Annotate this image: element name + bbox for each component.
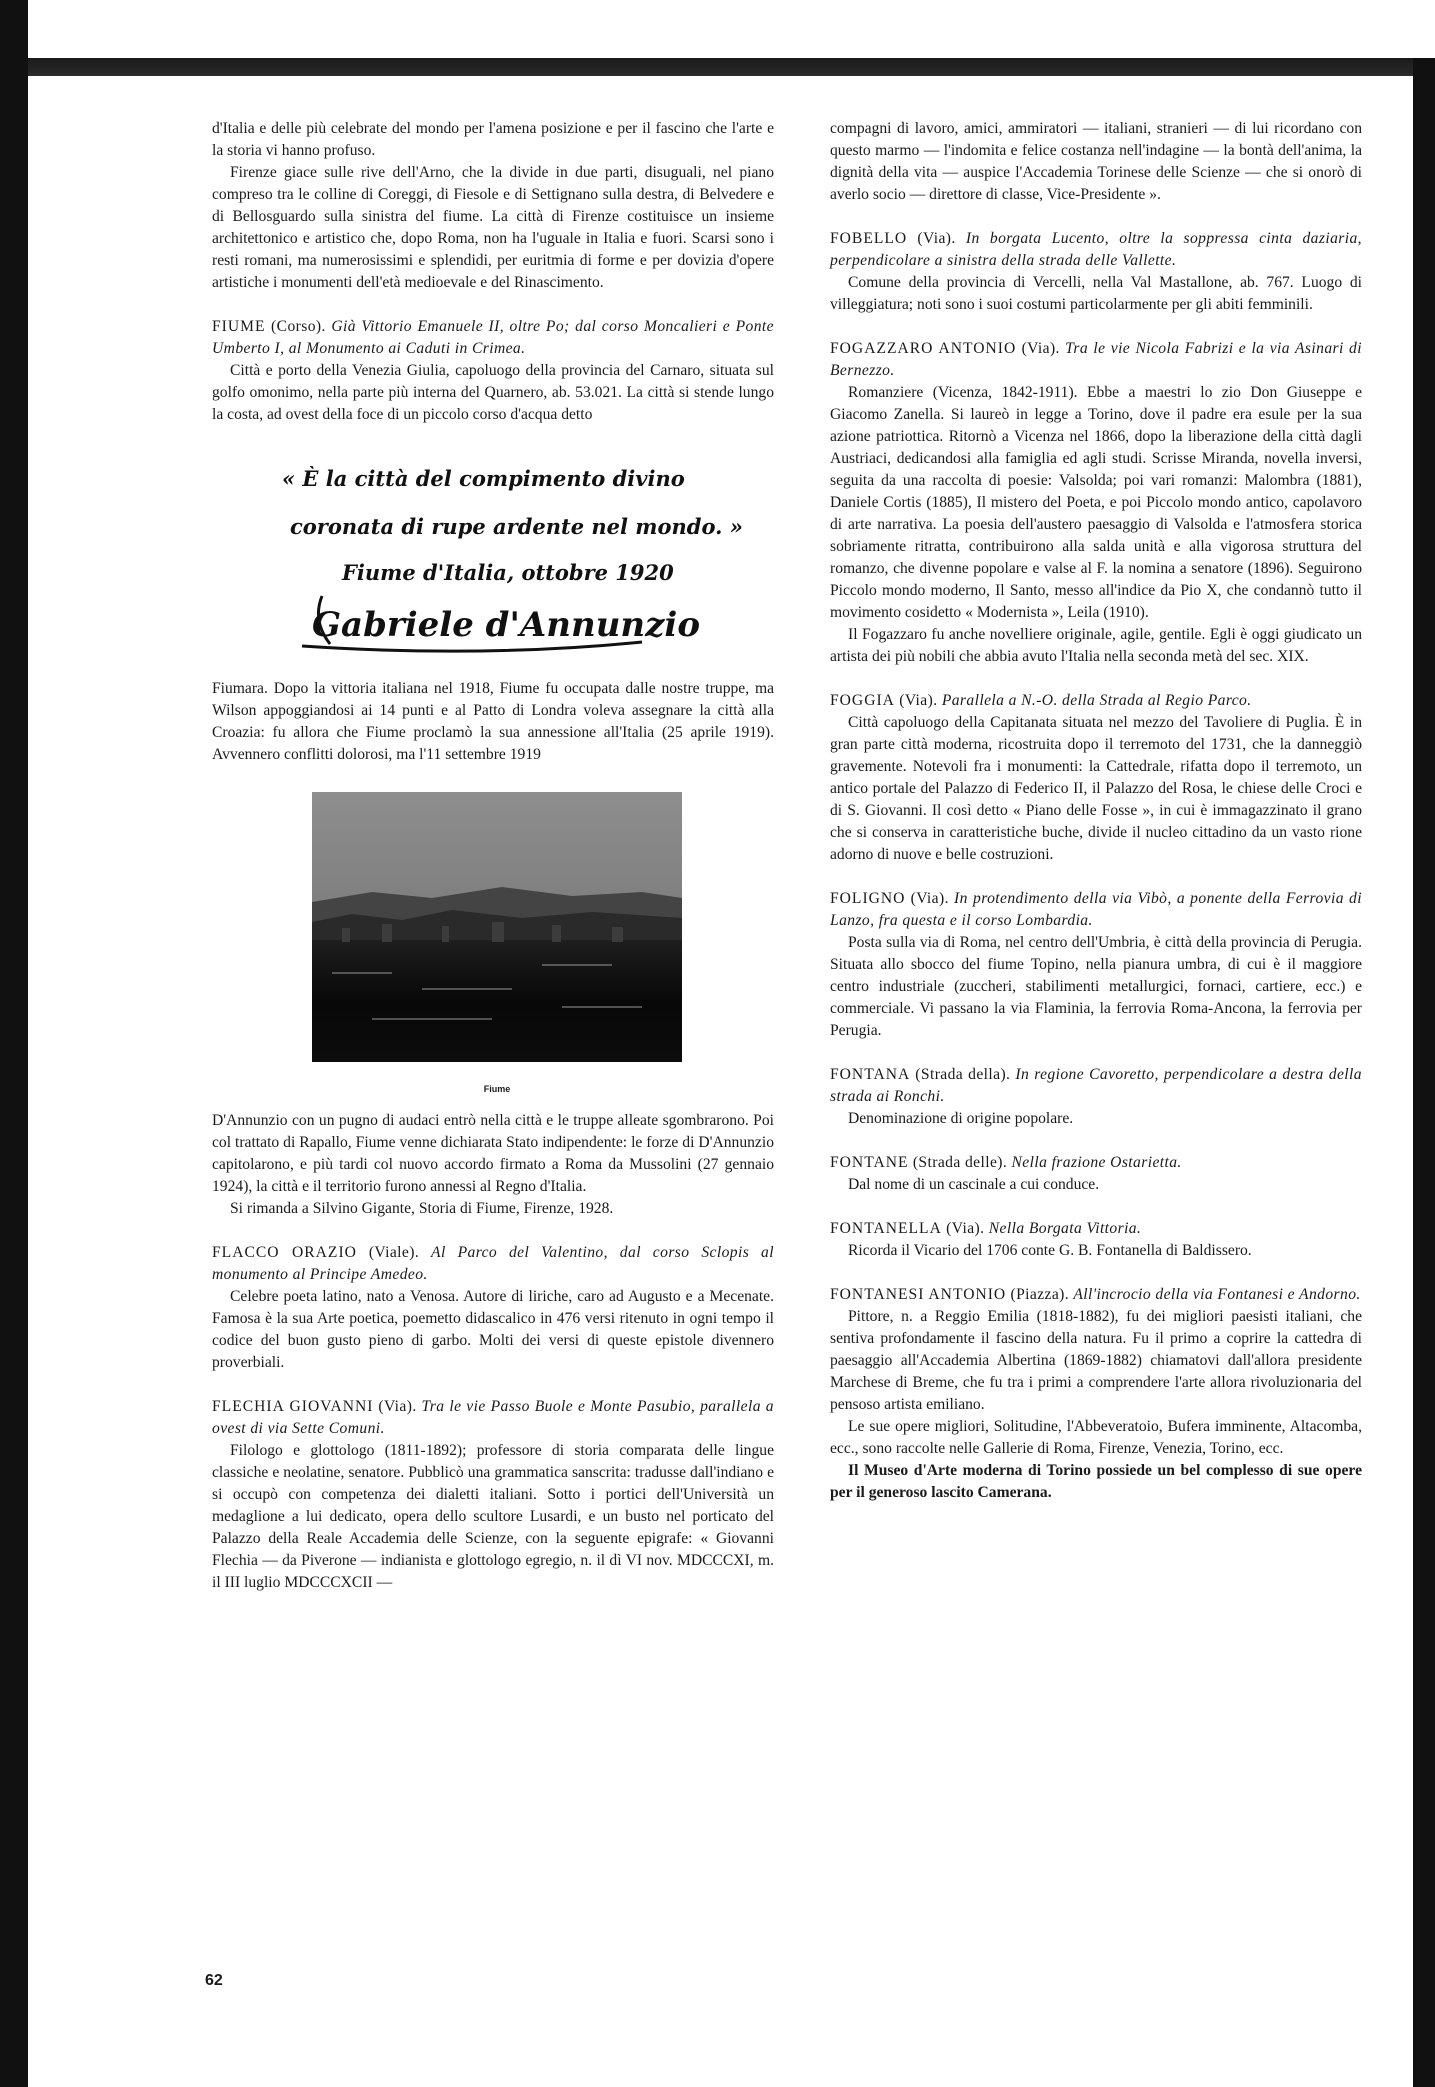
entry-heading [830, 1152, 1362, 1174]
entry-heading [830, 1284, 1362, 1306]
street-name: FOGAZZARO ANTONIO [830, 340, 1017, 357]
left-column [212, 118, 774, 1594]
entry-text: D'Annunzio con un pugno di audaci entrò nella città e le truppe alleate sgombrarono. Poi col trattato di Rapallo, Fiume venne dichiarata Stato indipendente: le forze di D'Annunzio capitolarono, e più tardi col nuovo accordo firmato a Roma da Mussolini (27 gennaio 1924), la città e il territorio furono annessi al Regno d'Italia. [212, 1112, 774, 1195]
entry-text: Denominazione di origine popolare. [848, 1110, 1074, 1127]
entry-text: Dal nome di un cascinale a cui conduce. [848, 1176, 1100, 1193]
entry-text: Celebre poeta latino, nato a Venosa. Autore di liriche, caro ad Augusto e a Mecenate. Famosa è la sua Arte poetica, poemetto didascalico in 476 versi ritenuto in ogni tempo il codice del buon gusto pieno di garbo. Molti dei versi di queste epistole divennero proverbiali. [212, 1288, 774, 1371]
entry-text: Ricorda il Vicario del 1706 conte G. B. Fontanella di Baldissero. [848, 1242, 1252, 1259]
entry-text: Città e porto della Venezia Giulia, capoluogo della provincia del Carnaro, situata sul golfo omonimo, nella parte più interna del Quarnero, ab. 53.021. La città si stende lungo la costa, ad ovest della foce di un piccolo corso d'acqua detto [212, 362, 774, 423]
flechia-continuation: compagni di lavoro, amici, ammiratori — italiani, stranieri — di lui ricordano con questo marmo — l'indomita e felice costanza nell'indagine — la bontà dell'anima, la dignità della vita — auspice l'Accademia Torinese delle Scienze — che si onorò di averlo socio — direttore di classe, Vice-Presidente ». [830, 120, 1362, 203]
entry-heading [212, 1242, 774, 1286]
street-location: Parallela a N.-O. della Strada al Regio Parco. [941, 692, 1252, 709]
street-type: (Piazza). [1010, 1286, 1070, 1303]
entry-text: Città capoluogo della Capitanata situata nel mezzo del Tavoliere di Puglia. È in gran parte città moderna, ricostruita dopo il terremoto del 1731, che la danneggiò gravemente. Notevoli fra i monumenti: la Cattedrale, rifatta dopo il terremoto, un antico portale del Palazzo di Federico II, il Palazzo del Rosa, le chiese delle Croci e di S. Giovanni. Il così detto « Piano delle Fosse », in cui è immagazzinato il grano che si conserva in caratteristiche buche, divide il nucleo cittadino da un vasto rione adorno di nuove e belle costruzioni. [830, 714, 1362, 863]
street-name: FOLIGNO [830, 890, 906, 907]
street-location: Già Vittorio Emanuele II, oltre Po; dal corso Moncalieri e Ponte Umberto I, al Monumento ai Caduti in Crimea. [212, 318, 774, 357]
entry-text: Comune della provincia di Vercelli, nella Val Mastallone, ab. 767. Luogo di villeggiatura; noti sono i suoi costumi particolarmente per gli abiti femminili. [830, 274, 1362, 313]
entry-heading [830, 690, 1362, 712]
harbor-photo-image [312, 792, 682, 1062]
street-type: (Viale). [368, 1244, 420, 1261]
entry-foggia [830, 690, 1362, 866]
scan-top-rule [28, 58, 1435, 76]
street-type: (Via). [946, 1220, 985, 1237]
street-location: In protendimento della via Vibò, a ponente della Ferrovia di Lanzo, fra questa e il corso Lombardia. [830, 890, 1362, 929]
page-number: 62 [205, 1972, 223, 1989]
street-type: (Strada della). [915, 1066, 1011, 1083]
street-name: FLECHIA GIOVANNI [212, 1398, 374, 1415]
entry-reference: Si rimanda a Silvino Gigante, Storia di Fiume, Firenze, 1928. [230, 1200, 614, 1217]
entry-fontana [830, 1064, 1362, 1130]
entry-text: Pittore, n. a Reggio Emilia (1818-1882), fu dei migliori paesisti italiani, che sentiva profondamente il fascino della natura. Fu il primo a coprire la cattedra di paesaggio all'Accademia Albertina (1869-1882) chiamatovi dall'allora presidente Marchese di Breme, che fu tra i primi a comprendere l'arte allora rivoluzionaria del pensoso artista emiliano. [830, 1308, 1362, 1413]
entry-text: Romanziere (Vicenza, 1842-1911). Ebbe a maestri lo zio Don Giuseppe e Giacomo Zanella. Si laureò in legge a Torino, dove il padre era esule per la sua azione patriottica. Ritornò a Vicenza nel 1866, dopo la liberazione della città dagli Austriaci, dedicandosi alla famiglia ed agli studi. Scrisse Miranda, novella inversi, seguita da una raccolta di poesie: Valsolda; poi vari romanzi: Malombra (1881), Daniele Cortis (1885), Il mistero del Poeta, e poi Piccolo mondo antico, capolavoro di arte narrativa. La poesia dell'austero paesaggio di Valsolda e l'atmosfera storica sobriamente ritratta, contribuirono alla salda unità e alla vigorosa struttura del romanzo, che divenne popolare e valse al F. la nomina a senatore (1896). Seguirono Piccolo mondo moderno, Il Santo, messo all'indice da Pio X, che condannò tutto il movimento cosidetto « Modernista », Leila (1910). [830, 384, 1362, 621]
street-type: (Strada delle). [912, 1154, 1008, 1171]
street-type: (Via). [917, 230, 956, 247]
entry-fontanesi-antonio [830, 1284, 1362, 1504]
entry-heading [830, 888, 1362, 932]
entry-heading [212, 316, 774, 360]
entry-heading [830, 1218, 1362, 1240]
scan-corner-tab [1265, 0, 1435, 58]
street-name: FONTANELLA [830, 1220, 942, 1237]
street-type: (Via). [378, 1398, 417, 1415]
entry-fobello [830, 228, 1362, 316]
street-location: Tra le vie Nicola Fabrizi e la via Asinari di Bernezzo. [830, 340, 1362, 379]
scan-edge-left [0, 0, 28, 2087]
photo-caption: Fiume [483, 1084, 511, 1094]
scan-edge-right [1413, 58, 1435, 2087]
dedication-signature: Gabriele d'Annunzio [312, 605, 701, 645]
entry-heading [212, 1396, 774, 1440]
street-location: Nella Borgata Vittoria. [988, 1220, 1142, 1237]
entry-fontanella [830, 1218, 1362, 1262]
entry-fogazzaro-antonio [830, 338, 1362, 668]
entry-fontane [830, 1152, 1362, 1196]
street-name: FONTANE [830, 1154, 909, 1171]
street-location: All'incrocio della via Fontanesi e Andorno. [1073, 1286, 1361, 1303]
entry-text: Il Museo d'Arte moderna di Torino possiede un bel complesso di sue opere per il generoso lascito Camerana. [830, 1462, 1362, 1501]
right-column [830, 118, 1362, 1504]
entry-flacco-orazio [212, 1242, 774, 1374]
dedication-line-2: coronata di rupe ardente nel mondo. » [290, 514, 743, 539]
handwritten-dedication-image [282, 446, 743, 656]
street-name: FIUME [212, 318, 266, 335]
entry-fiume [212, 316, 774, 1220]
street-type: (Via). [899, 692, 938, 709]
entry-flechia-giovanni [212, 1396, 774, 1594]
street-type: (Via). [910, 890, 949, 907]
street-location: Al Parco del Valentino, dal corso Sclopis al monumento al Principe Amedeo. [212, 1244, 774, 1283]
photo-fiume [312, 792, 682, 1100]
street-location: In regione Cavoretto, perpendicolare a destra della strada ai Ronchi. [830, 1066, 1362, 1105]
entry-text: Fiumara. Dopo la vittoria italiana nel 1918, Fiume fu occupata dalle nostre truppe, ma Wilson appoggiandosi ai 14 punti e al Patto di Londra voleva assegnare la città alla Croazia: fu allora che Fiume proclamò la sua annessione all'Italia (25 aprile 1919). Avvennero conflitti dolorosi, ma l'11 settembre 1919 [212, 680, 774, 763]
street-type: (Corso). [271, 318, 326, 335]
street-location: Nella frazione Ostarietta. [1011, 1154, 1182, 1171]
entry-heading [830, 1064, 1362, 1108]
dedication-line-1: « È la città del compimento divino [282, 466, 685, 491]
street-location: Tra le vie Passo Buole e Monte Pasubio, parallela a ovest di via Sette Comuni. [212, 1398, 774, 1437]
entry-text: Le sue opere migliori, Solitudine, l'Abbeveratoio, Bufera imminente, Altacomba, ecc., sono raccolte nelle Gallerie di Roma, Firenze, Venezia, Torino, ecc. [830, 1418, 1362, 1457]
dedication-place-date: Fiume d'Italia, ottobre 1920 [342, 560, 674, 585]
entry-text: Posta sulla via di Roma, nel centro dell'Umbria, è città della provincia di Perugia. Situata allo sbocco del fiume Topino, nella pianura umbra, di cui è il maggiore centro industriale (zuccheri, stabilimenti metallurgici, fornaci, cartiere, ecc.) e commerciale. Vi passano la via Flaminia, la ferrovia Roma-Ancona, la ferrovia per Perugia. [830, 934, 1362, 1039]
street-name: FOBELLO [830, 230, 908, 247]
street-name: FONTANA [830, 1066, 911, 1083]
street-location: In borgata Lucento, oltre la soppressa cinta daziaria, perpendicolare a sinistra della strada delle Vallette. [830, 230, 1362, 269]
street-name: FOGGIA [830, 692, 895, 709]
entry-text: Filologo e glottologo (1811-1892); professore di storia comparata delle lingue classiche e neolatine, senatore. Pubblicò una grammatica sanscrita: tradusse dall'indiano e si occupò con competenza dei dialetti italiani. Sotto i portici dell'Università un medaglione a lui dedicato, opera dello scultore Lusardi, e un busto nel porticato del Palazzo della Reale Accademia delle Scienze, con la seguente epigrafe: « Giovanni Flechia — da Piverone — indianista e glottologo egregio, n. il dì VI nov. MDCCCXI, m. il III luglio MDCCCXCII — [212, 1442, 774, 1591]
street-name: FLACCO ORAZIO [212, 1244, 357, 1261]
entry-foligno [830, 888, 1362, 1042]
street-type: (Via). [1021, 340, 1060, 357]
entry-heading [830, 228, 1362, 272]
street-name: FONTANESI ANTONIO [830, 1286, 1007, 1303]
intro-paragraph-2: Firenze giace sulle rive dell'Arno, che la divide in due parti, disuguali, nel piano compreso tra le colline di Coreggi, di Fiesole e di Settignano sulla destra, di Belvedere e di Bellosguardo sulla sinistra del fiume. La città di Firenze costituisce un insieme architettonico e artistico che, dopo Roma, non ha l'uguale in Italia e fuori. Scarsi sono i resti romani, ma numerosissimi e splendidi, per euritmia di forme e per dovizia d'opere artistiche i monumenti dell'età medioevale e del Rinascimento. [212, 164, 774, 291]
entry-heading [830, 338, 1362, 382]
intro-paragraph-1: d'Italia e delle più celebrate del mondo per l'amena posizione e per il fascino che l'arte e la storia vi hanno profuso. [212, 120, 774, 159]
entry-text: Il Fogazzaro fu anche novelliere originale, agile, gentile. Egli è oggi giudicato un artista dei più nobili che abbia avuto l'Italia nella seconda metà del sec. XIX. [830, 626, 1362, 665]
